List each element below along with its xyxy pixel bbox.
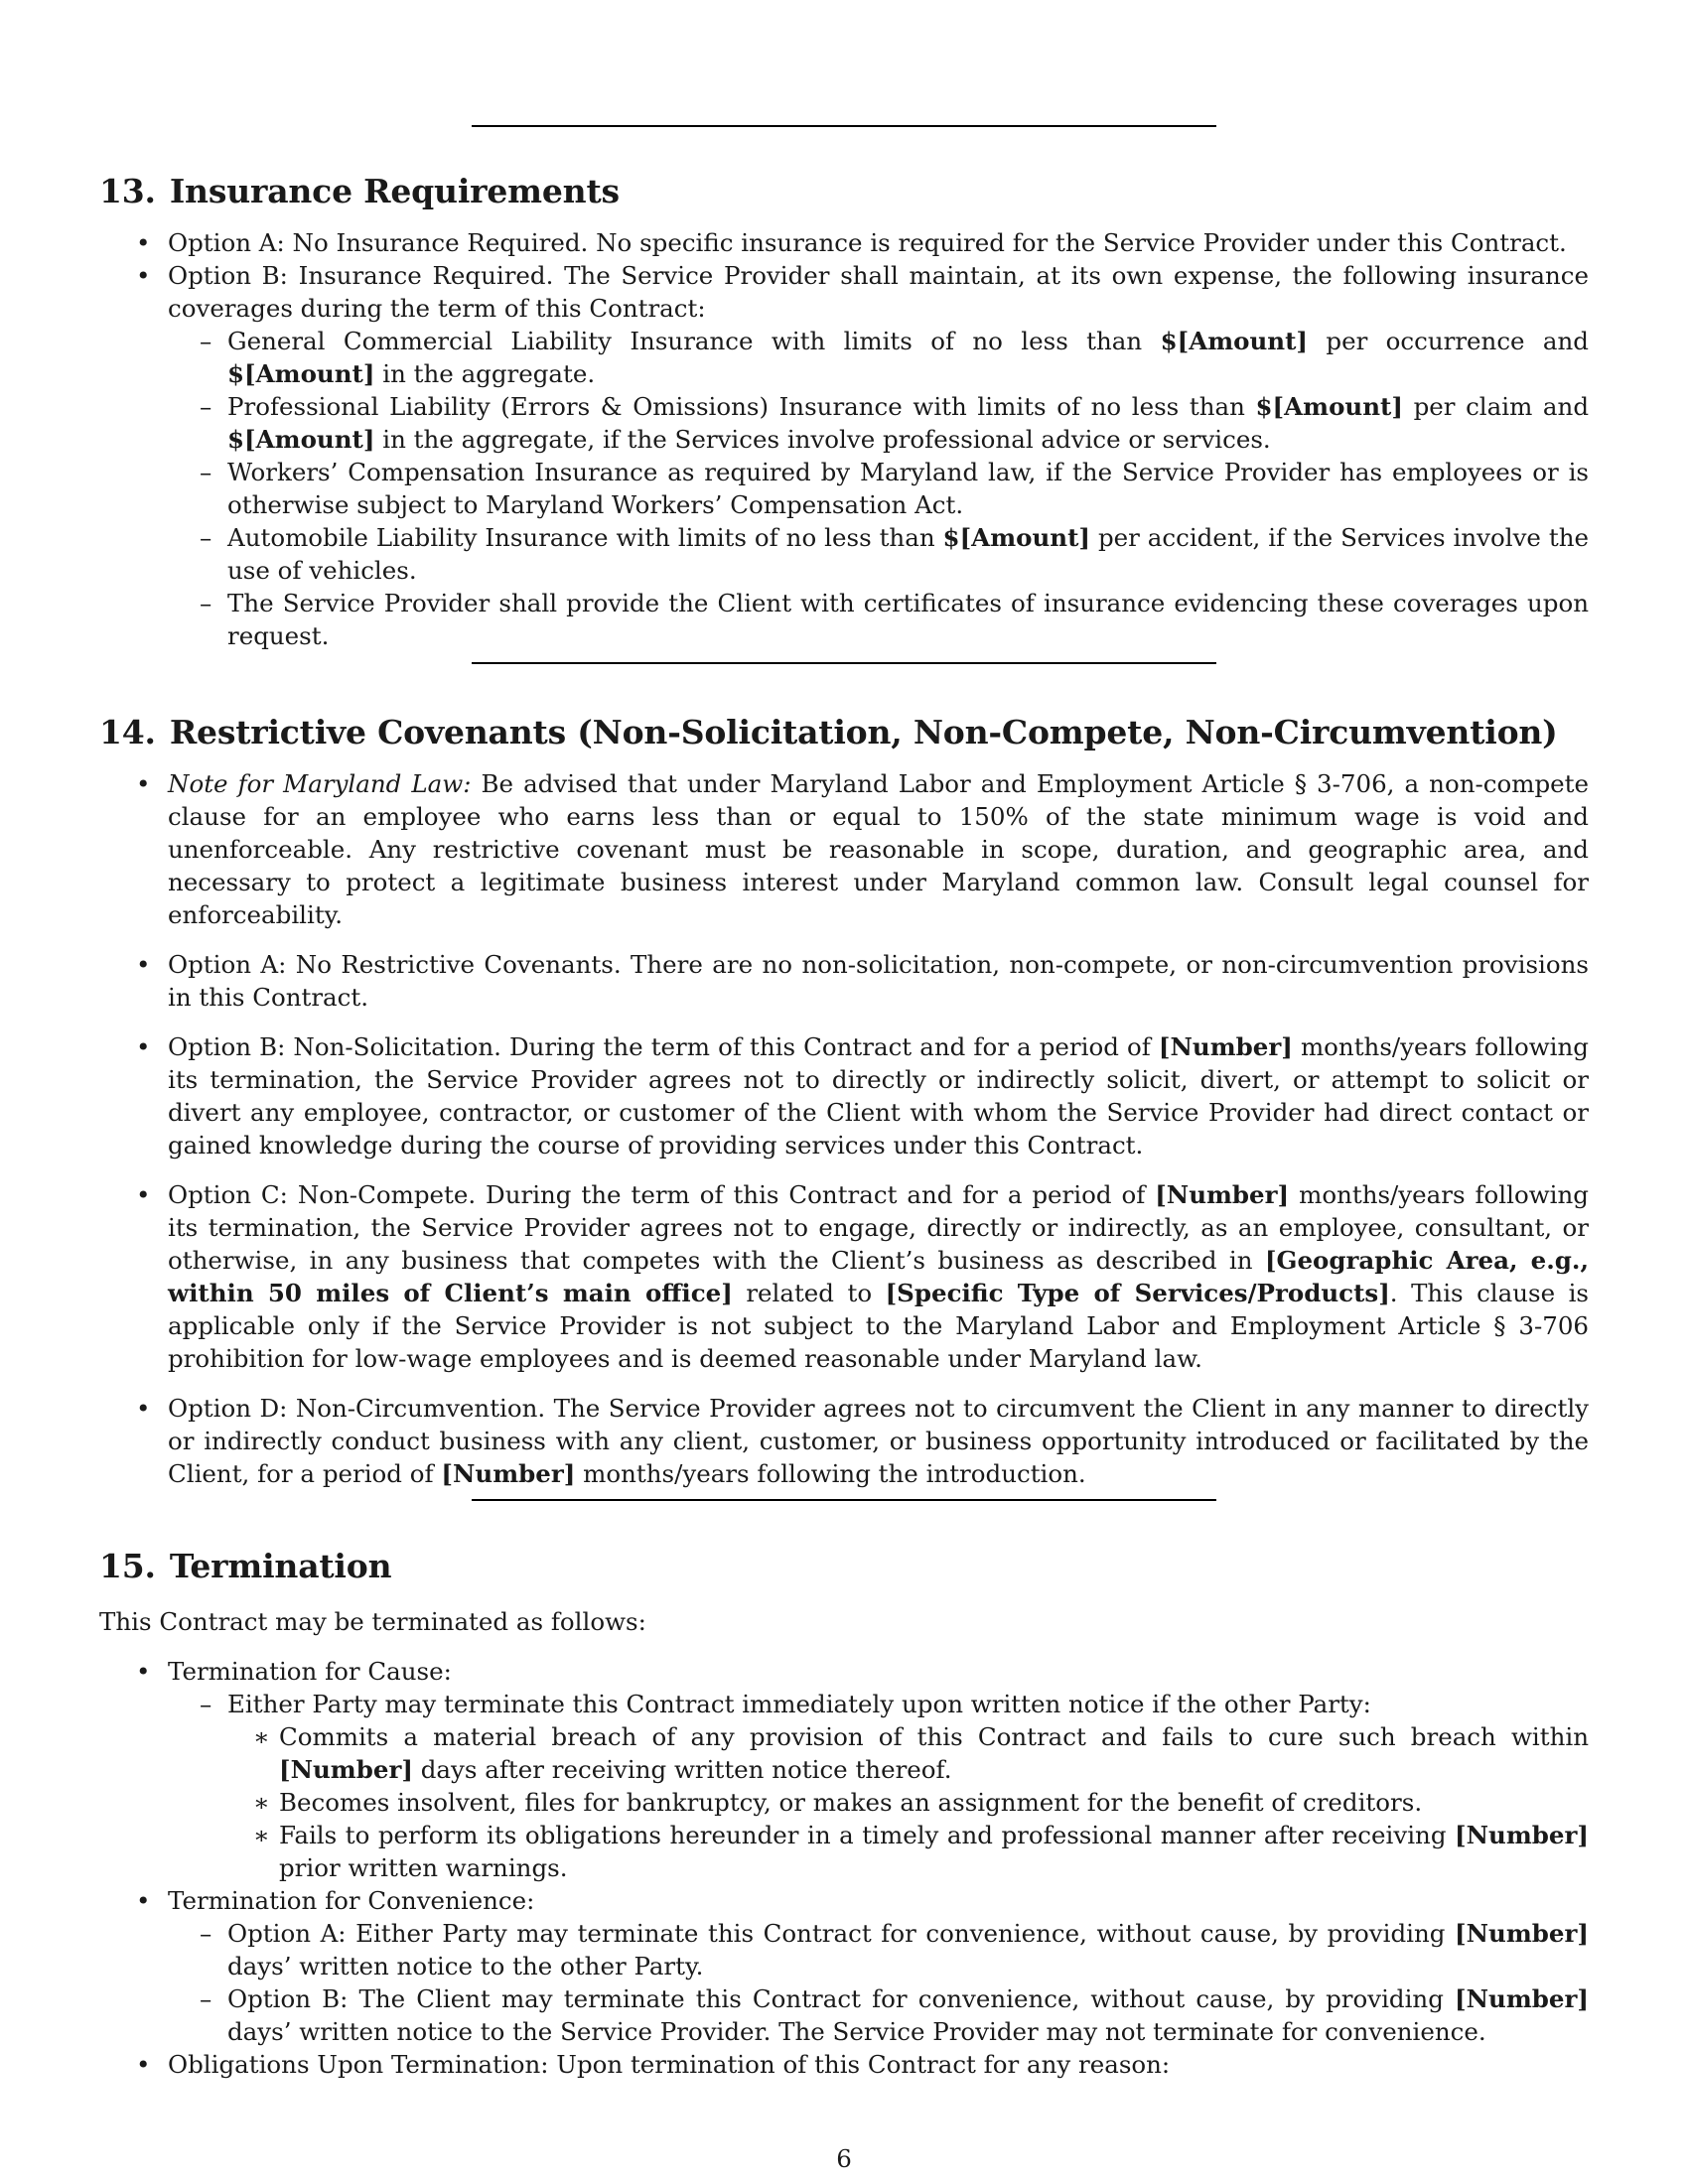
page-number: 6 xyxy=(836,2144,852,2173)
list-item: • Option C: Non-Compete. During the term of this Contract and for a period of [Number] months/years following its termination, the Service Provider agrees not to engage, directly or indirectly, as an employee, consultant, or otherwise, in any business that competes with the Client’s business as described in [Geographic Area, e.g., within 50 miles of Client’s main office] related to [Specific Type of Services/Products]. This clause is applicable only if the Service Provider is not subject to the Maryland Labor and Employment Article § 3-706 prohibition for low-wage employees and is deemed reasonable under Maryland law. xyxy=(99,1178,1589,1375)
section-13-number: 13. xyxy=(99,172,156,210)
list-item: – General Commercial Liability Insurance with limits of no less than $[Amount] per occurrence and $[Amount] in the aggregate. xyxy=(168,325,1589,390)
section-13-heading xyxy=(99,172,620,210)
list-item: – Automobile Liability Insurance with limits of no less than $[Amount] per accident, if the Services involve the use of vehicles. xyxy=(168,521,1589,587)
list-item: • Termination for Convenience: – Option A: Either Party may terminate this Contract for convenience, without cause, by providing [Number] days’ written notice to the other Party. – Option B: The Client may terminate this Contract for convenience, without cause, by providing [Number] days’ written notice to the Service Provider. The Service Provider may not terminate for convenience. xyxy=(99,1884,1589,2048)
list-item: • Note for Maryland Law: Be advised that under Maryland Labor and Employment Article § 3-706, a non-compete clause for an employee who earns less than or equal to 150% of the state minimum wage is void and unenforceable. Any restrictive covenant must be reasonable in scope, duration, and geographic area, and necessary to protect a legitimate business interest under Maryland common law. Consult legal counsel for enforceability. xyxy=(99,767,1589,931)
list-item: • Option A: No Restrictive Covenants. There are no non-solicitation, non-compete, or non-circumvention provisions in this Contract. xyxy=(99,948,1589,1014)
section-13-body xyxy=(99,226,1589,652)
section-15-heading xyxy=(99,1547,391,1585)
section-15-body xyxy=(99,1655,1589,2081)
section-13-title: Insurance Requirements xyxy=(169,172,620,210)
divider-14-15 xyxy=(472,1499,1216,1501)
divider-13-14 xyxy=(472,662,1216,664)
section-15-number: 15. xyxy=(99,1547,156,1585)
section-14-body xyxy=(99,767,1589,1490)
list-item: ∗ Becomes insolvent, files for bankruptcy, or makes an assignment for the benefit of creditors. xyxy=(227,1786,1589,1819)
section-15-title: Termination xyxy=(169,1547,392,1585)
list-item: • Option A: No Insurance Required. No specific insurance is required for the Service Provider under this Contract. xyxy=(99,226,1589,259)
list-item: • Option B: Non-Solicitation. During the term of this Contract and for a period of [Number] months/years following its termination, the Service Provider agrees not to directly or indirectly solicit, divert, or attempt to solicit or divert any employee, contractor, or customer of the Client with whom the Service Provider had direct contact or gained knowledge during the course of providing services under this Contract. xyxy=(99,1030,1589,1161)
list-item: – Professional Liability (Errors & Omissions) Insurance with limits of no less than $[Amount] per claim and $[Amount] in the aggregate, if the Services involve professional advice or services. xyxy=(168,390,1589,456)
list-item: – Workers’ Compensation Insurance as required by Maryland law, if the Service Provider has employees or is otherwise subject to Maryland Workers’ Compensation Act. xyxy=(168,456,1589,521)
divider-top xyxy=(472,125,1216,127)
section-14-number: 14. xyxy=(99,713,156,751)
list-item: – Either Party may terminate this Contract immediately upon written notice if the other Party: ∗ Commits a material breach of any provision of this Contract and fails to cure such breach within [Number] days after receiving written notice thereof. ∗ Becomes insolvent, files for bankruptcy, or makes an assignment for the benefit of creditors. ∗ Fails to perform its obligations hereunder in a timely and professional manner after receiving [Number] prior written warnings. xyxy=(168,1688,1589,1884)
section-14-title: Restrictive Covenants (Non-Solicitation, Non-Compete, Non-Circumvention) xyxy=(169,713,1558,751)
list-item: • Option B: Insurance Required. The Service Provider shall maintain, at its own expense, the following insurance coverages during the term of this Contract: – General Commercial Liability Insurance with limits of no less than $[Amount] per occurrence and $[Amount] in the aggregate. – Professional Liability (Errors & Omissions) Insurance with limits of no less than $[Amount] per claim and $[Amount] in the aggregate, if the Services involve professional advice or services. – Workers’ Compensation Insurance as required by Maryland law, if the Service Provider has employees or is otherwise subject to Maryland Workers’ Compensation Act. – Automobile Liability Insurance with limits of no less than $[Amount] per accident, if the Services involve the use of vehicles. – The Service Provider shall provide the Client with certificates of insurance evidencing these coverages upon request. xyxy=(99,259,1589,652)
section-14-heading xyxy=(99,713,1558,751)
list-item: ∗ Commits a material breach of any provision of this Contract and fails to cure such breach within [Number] days after receiving written notice thereof. xyxy=(227,1720,1589,1786)
section-15-intro: This Contract may be terminated as follows: xyxy=(99,1607,646,1636)
list-item: – Option B: The Client may terminate this Contract for convenience, without cause, by providing [Number] days’ written notice to the Service Provider. The Service Provider may not terminate for convenience. xyxy=(168,1982,1589,2048)
list-item: ∗ Fails to perform its obligations hereunder in a timely and professional manner after receiving [Number] prior written warnings. xyxy=(227,1819,1589,1884)
list-item: – Option A: Either Party may terminate this Contract for convenience, without cause, by providing [Number] days’ written notice to the other Party. xyxy=(168,1917,1589,1982)
list-item: • Termination for Cause: – Either Party may terminate this Contract immediately upon written notice if the other Party: ∗ Commits a material breach of any provision of this Contract and fails to cure such breach within [Number] days after receiving written notice thereof. ∗ Becomes insolvent, files for bankruptcy, or makes an assignment for the benefit of creditors. ∗ Fails to perform its obligations hereunder in a timely and professional manner after receiving [Number] prior written warnings. xyxy=(99,1655,1589,1884)
list-item: • Obligations Upon Termination: Upon termination of this Contract for any reason: xyxy=(99,2048,1589,2081)
list-item: – The Service Provider shall provide the Client with certificates of insurance evidencing these coverages upon request. xyxy=(168,587,1589,652)
list-item: • Option D: Non-Circumvention. The Service Provider agrees not to circumvent the Client in any manner to directly or indirectly conduct business with any client, customer, or business opportunity introduced or facilitated by the Client, for a period of [Number] months/years following the introduction. xyxy=(99,1392,1589,1490)
